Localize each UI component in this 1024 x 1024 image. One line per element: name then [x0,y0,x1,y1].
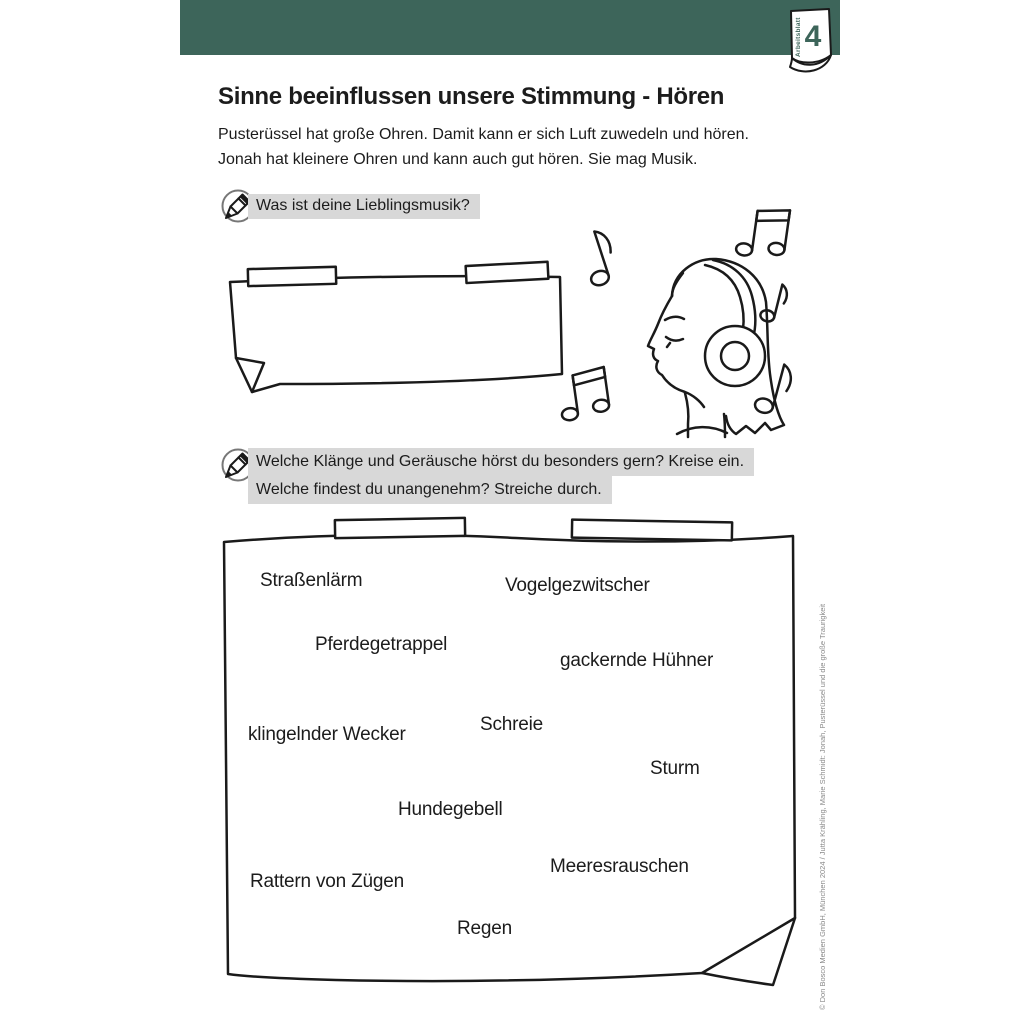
intro-line-2: Jonah hat kleinere Ohren und kann auch gut hören. Sie mag Musik. [218,151,698,168]
prompt-1-text: Was ist deine Lieblingsmusik? [248,194,480,219]
intro-line-1: Pusterüssel hat große Ohren. Damit kann er sich Luft zuwedeln und hören. [218,126,749,143]
tab-number: 4 [804,20,822,53]
word-item[interactable]: Vogelgezwitscher [505,575,650,596]
music-note-icon [573,217,633,293]
word-item[interactable]: Rattern von Zügen [250,871,404,892]
header-bar [180,0,840,55]
answer-box[interactable] [220,262,570,402]
intro-text [218,122,749,172]
prompt-1 [248,194,480,219]
word-item[interactable]: Straßenlärm [260,570,363,591]
word-item[interactable]: Pferdegetrappel [315,634,448,655]
word-item[interactable]: Hundegebell [398,799,503,820]
word-item[interactable]: Meeresrauschen [550,856,689,877]
worksheet-tab-icon [784,5,840,81]
tab-label: Arbeitsblatt [795,17,802,57]
music-note-icon [554,359,614,426]
music-note-icon [734,195,794,266]
prompt-2-line-2: Welche findest du unangenehm? Streiche durch. [248,476,612,504]
word-item[interactable]: gackernde Hühner [560,650,714,671]
prompt-2-line-1: Welche Klänge und Geräusche hörst du besonders gern? Kreise ein. [248,448,754,476]
word-item[interactable]: Sturm [650,758,700,779]
page-title: Sinne beeinflussen unsere Stimmung - Hören [218,83,725,110]
word-item[interactable]: klingelnder Wecker [248,724,406,745]
copyright-text: © Don Bosco Medien GmbH, München 2024 / Jutta Krähling, Marie Schmidt: Jonah, Pusterüssel und die große Traurigkeit [818,603,827,1010]
word-item[interactable]: Regen [457,918,512,939]
prompt-2 [248,448,754,504]
word-item[interactable]: Schreie [480,714,544,735]
